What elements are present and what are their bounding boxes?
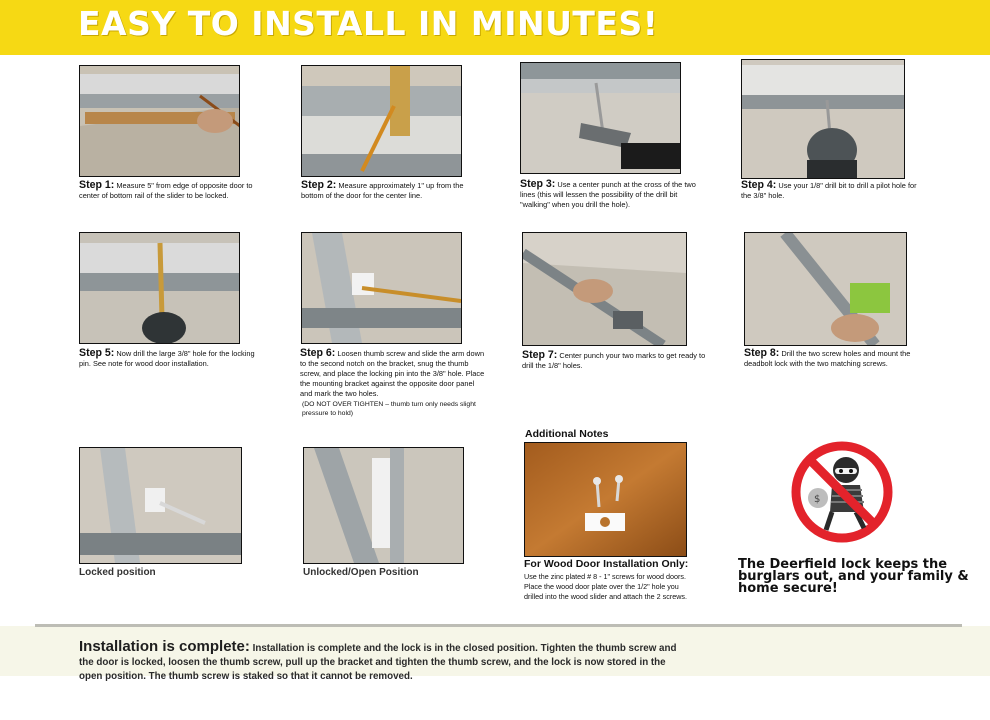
- step-8-photo: [744, 232, 907, 346]
- wood-door-text: Use the zinc plated # 8 - 1" screws for wood doors. Place the wood door plate over the 1/2" hole you drilled into the wood slider and attach the 2 screws.: [524, 572, 688, 601]
- wood-door-hardware-photo: [524, 442, 687, 557]
- step-6-caption: [300, 348, 488, 399]
- step-6-text: Loosen thumb screw and slide the arm down to the second notch on the bracket, snug the thumb screw, and place the locking pin into the 3/8" hole. Place the mounting bracket against the opposite door panel and mark the two holes.: [300, 349, 485, 398]
- step-3-label: Step 3:: [520, 178, 556, 190]
- no-burglar-icon: [790, 440, 894, 544]
- step-4-label: Step 4:: [741, 179, 777, 191]
- step-8-caption: [744, 348, 929, 369]
- step-1-caption: [79, 180, 264, 201]
- step-2-photo: [301, 65, 462, 177]
- step-2-caption: [301, 180, 486, 201]
- step-1-text: Measure 5" from edge of opposite door to center of bottom rail of the slider to be locked.: [79, 181, 253, 200]
- step-8-label: Step 8:: [744, 347, 780, 359]
- step-3-photo: [520, 62, 681, 174]
- unlocked-position-photo: [303, 447, 464, 564]
- footer-divider: [35, 624, 962, 627]
- step-5-caption: [79, 348, 264, 369]
- footer-lead: Installation is complete:: [79, 638, 250, 655]
- unlocked-position-label: Unlocked/Open Position: [303, 567, 419, 578]
- page-title: EASY TO INSTALL IN MINUTES!: [78, 4, 659, 43]
- step-8-text: Drill the two screw holes and mount the deadbolt lock with the two matching screws.: [744, 349, 911, 368]
- step-7-photo: [522, 232, 687, 346]
- footer-body: Installation is complete and the lock is in the closed position. Tighten the thumb screw and the door is locked, loosen the thumb screw, pull up the bracket and tighten the thumb screw, and the lock is now stored in the open position. The thumb screw is staked so that it cannot be removed.: [79, 643, 677, 682]
- step-2-label: Step 2:: [301, 179, 337, 191]
- footer-text: [79, 640, 679, 684]
- step-3-text: Use a center punch at the cross of the two lines (this will lessen the possibility of the drill bit "walking" when you drill the hole).: [520, 180, 696, 209]
- step-6-photo: [301, 232, 462, 344]
- step-2-text: Measure approximately 1" up from the bottom of the door for the center line.: [301, 181, 464, 200]
- svg-text:$: $: [814, 494, 821, 505]
- step-1-photo: [79, 65, 240, 177]
- step-7-label: Step 7:: [522, 349, 558, 361]
- header-banner: [0, 0, 990, 55]
- step-4-photo: [741, 59, 905, 179]
- step-6-warning: (DO NOT OVER TIGHTEN – thumb turn only needs slight pressure to hold): [302, 401, 476, 417]
- step-6-label: Step 6:: [300, 347, 336, 359]
- step-5-label: Step 5:: [79, 347, 115, 359]
- slogan-text: The Deerfield lock keeps the burglars out, and your family & home secure!: [738, 557, 969, 596]
- step-7-text: Center punch your two marks to get ready to drill the 1/8" holes.: [522, 351, 706, 370]
- step-1-label: Step 1:: [79, 179, 115, 191]
- locked-position-label: Locked position: [79, 567, 156, 578]
- step-7-caption: [522, 350, 708, 371]
- step-5-text: Now drill the large 3/8" hole for the locking pin. See note for wood door installation.: [79, 349, 255, 368]
- locked-position-photo: [79, 447, 242, 564]
- wood-door-title: For Wood Door Installation Only:: [524, 558, 689, 570]
- step-4-text: Use your 1/8" drill bit to drill a pilot hole for the 3/8" hole.: [741, 181, 917, 200]
- step-4-caption: [741, 180, 926, 201]
- step-5-photo: [79, 232, 240, 344]
- additional-notes-title: Additional Notes: [525, 428, 609, 440]
- step-3-caption: [520, 179, 706, 210]
